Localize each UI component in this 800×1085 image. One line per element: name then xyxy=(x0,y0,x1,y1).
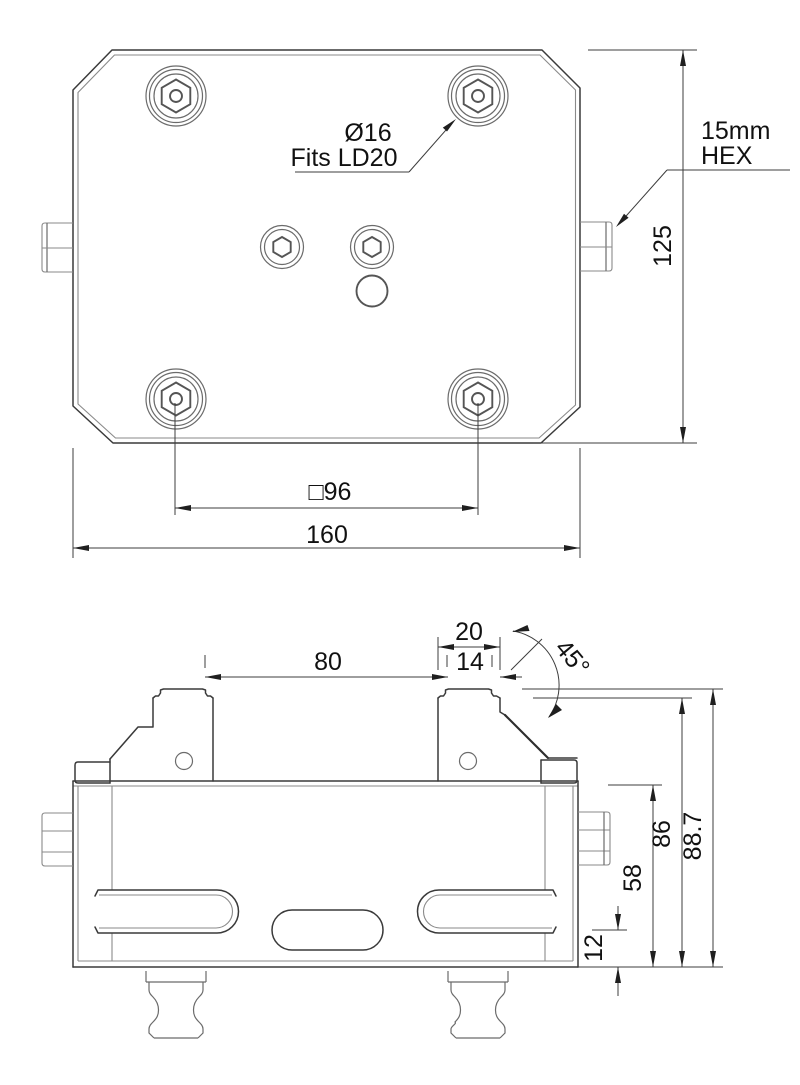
dim-88-7-text: 88.7 xyxy=(679,811,707,861)
dim-12-text: 12 xyxy=(580,934,608,962)
dim-96 xyxy=(175,403,478,515)
center-grip-slot xyxy=(272,910,383,950)
dim-88-7 xyxy=(679,689,716,967)
jaw-chamfer-edge xyxy=(505,715,548,758)
center-set-screw-left xyxy=(261,226,304,269)
corner-screw-top-right xyxy=(448,66,508,126)
center-set-screw-right xyxy=(351,226,394,269)
dowel-hole xyxy=(357,276,388,307)
dim-125-text: 125 xyxy=(649,225,677,267)
dim-45deg xyxy=(511,625,595,718)
left-hex-boss-top-view xyxy=(42,223,73,272)
left-jaw-hole xyxy=(176,753,193,770)
hole-callout xyxy=(291,119,456,172)
hole-callout-text-2: Fits LD20 xyxy=(290,144,398,172)
leader-arrow-hole xyxy=(443,119,456,132)
left-side-slot xyxy=(95,890,239,933)
right-jaw-hole xyxy=(460,753,477,770)
dim-12 xyxy=(580,906,621,996)
corner-screw-top-left xyxy=(146,66,206,126)
dim-96-text: □96 xyxy=(308,478,352,506)
dim-14 xyxy=(447,648,492,676)
top-view xyxy=(42,50,612,443)
hole-callout-text-1: Ø16 xyxy=(344,119,392,147)
hex-callout-text-1: 15mm xyxy=(701,117,771,145)
right-hex-boss-front-view xyxy=(578,812,610,865)
right-hex-boss-top-view xyxy=(580,222,612,271)
dim-58-text: 58 xyxy=(619,864,647,892)
dim-86-text: 86 xyxy=(648,820,676,848)
dim-160-text: 160 xyxy=(306,521,348,549)
corner-screw-bottom-left xyxy=(146,369,206,429)
left-jaw xyxy=(75,689,213,783)
dim-20-text: 20 xyxy=(455,618,483,646)
right-side-slot xyxy=(417,890,556,933)
dim-125 xyxy=(533,50,697,443)
dim-80-text: 80 xyxy=(314,648,342,676)
dim-45-text: 45° xyxy=(549,634,596,682)
front-view-dimensions xyxy=(205,618,723,996)
vise-body xyxy=(73,781,578,967)
dim-14-text: 14 xyxy=(456,648,484,676)
right-foot-stud xyxy=(448,971,508,1038)
left-foot-stud xyxy=(146,971,206,1038)
dim-58 xyxy=(619,785,656,967)
left-hex-boss-front-view xyxy=(42,813,73,866)
hex-callout-text-2: HEX xyxy=(701,142,753,170)
front-view xyxy=(42,689,610,1038)
hex-callout xyxy=(616,117,790,227)
